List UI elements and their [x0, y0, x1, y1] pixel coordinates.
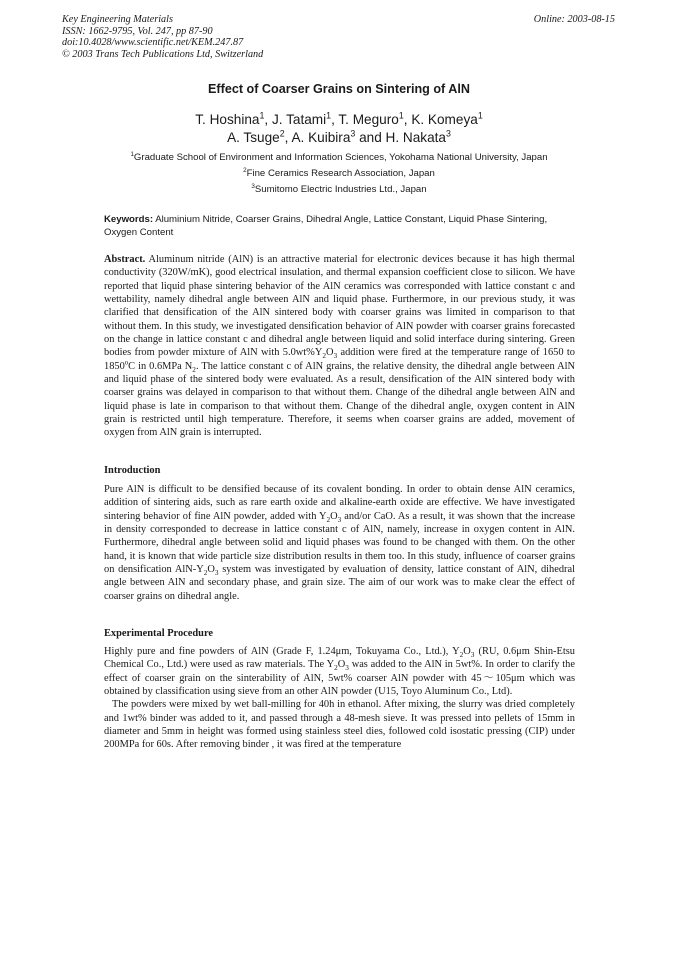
experimental-text: (RU, 0.6μm Shin-Etsu Chemical Co., Ltd.) were used as raw materials. The Y: [104, 646, 575, 671]
author-separator: ,: [284, 129, 292, 145]
author-affil-mark: 3: [446, 127, 451, 138]
author-name: J. Tatami: [271, 112, 327, 127]
journal-name: Key Engineering Materials: [62, 14, 173, 25]
subscript: 2: [326, 515, 331, 524]
author-line-2: [0, 129, 678, 147]
subscript: 3: [470, 651, 475, 660]
affiliation-text: Fine Ceramics Research Association, Japan: [246, 168, 435, 179]
experimental-paragraph-2: The powders were mixed by wet ball-milling for 40h in ethanol. After mixing, the slurry was dried completely and 1wt% binder was added to it, and passed through a 48-mesh sieve. It was pressed into pellets of 15mm in diameter and 5mm in height was formed using stainless steel dies, followed cold isostatic pressing (CIP) under 200MPa for 60s. After removing binder , it was fired at the temperature: [104, 699, 575, 751]
subscript: 2: [203, 569, 208, 578]
experimental-body: [104, 645, 575, 752]
keywords-text: Aluminium Nitride, Coarser Grains, Dihedral Angle, Lattice Constant, Liquid Phase Sintering, Oxygen Content: [104, 214, 548, 238]
affiliation-3: [0, 184, 678, 195]
subscript: 2: [322, 352, 326, 361]
copyright-line: © 2003 Trans Tech Publications Ltd, Switzerland: [62, 48, 264, 60]
affiliation-text: Sumitomo Electric Industries Ltd., Japan: [254, 184, 427, 195]
introduction-text: O: [207, 564, 215, 576]
author-affil-mark: 2: [279, 127, 285, 138]
author-list: [0, 111, 678, 146]
abstract-text: C in 0.6MPa N: [128, 360, 193, 372]
abstract: [104, 253, 575, 440]
affiliation-mark: 1: [130, 150, 134, 158]
abstract-text: addition were fired at the temperature range of 1650 to 1850: [104, 347, 575, 372]
affiliation-text: Graduate School of Environment and Information Sciences, Yokohama National University, Japan: [133, 152, 548, 163]
keywords: [104, 214, 574, 239]
introduction-text: Pure AlN is difficult to be densified because of its covalent bonding. In order to obtain dense AlN ceramics, addition of sintering aids, such as rare earth oxide and alkaline-earth oxide are effective. We have investigated sintering behavior of fine AlN powder, added with Y: [104, 484, 575, 522]
author-separator: ,: [331, 112, 339, 127]
author-line-1: [0, 111, 678, 129]
online-date: Online: 2003-08-15: [533, 14, 615, 25]
author-affil-mark: 1: [477, 110, 483, 121]
affiliation-mark: 2: [243, 166, 247, 174]
subscript: 3: [337, 515, 342, 524]
affiliation-2: [0, 168, 678, 179]
subscript: 2: [192, 365, 196, 374]
introduction-body: [104, 483, 575, 603]
author-name: A. Kuibira: [291, 129, 351, 145]
author-name: A. Tsuge: [227, 129, 280, 145]
journal-header: [62, 14, 263, 60]
subscript: 3: [333, 352, 338, 361]
author-separator: and: [355, 129, 386, 145]
subscript: 3: [345, 664, 349, 673]
abstract-text: . The lattice constant c of AlN grains, the relative density, the dihedral angle between AlN and liquid phase of the sintered body were evaluated. As a result, densification of the AlN sintered body with coarser grains was delayed in comparison to that without them. Change of the dihedral angle between AlN and liquid phase is late in comparison to that without them. Change of the dihedral angle, oxygen content in AlN grain is restricted until high temperature. Therefore, it seems when coarser grains are added, movement of oxygen from AlN grain is interrupted.: [104, 360, 576, 439]
author-affil-mark: 1: [259, 110, 265, 121]
experimental-paragraph-1: [104, 645, 575, 698]
keywords-label: Keywords:: [104, 214, 154, 225]
degree-mark: o: [124, 359, 129, 367]
author-name: T. Hoshina: [195, 112, 260, 127]
author-name: K. Komeya: [411, 112, 478, 127]
experimental-text: O: [337, 659, 346, 671]
experimental-heading: Experimental Procedure: [104, 628, 213, 639]
paper-title: Effect of Coarser Grains on Sintering of AlN: [208, 82, 470, 96]
abstract-text: O: [325, 347, 334, 359]
subscript: 2: [334, 664, 338, 673]
author-affil-mark: 1: [398, 110, 404, 121]
affiliation-mark: 3: [251, 182, 255, 190]
affiliation-1: [0, 152, 678, 163]
experimental-text: was added to the AlN in 5wt%. In order to clarify the effect of coarser grain on the sinterability of AlN, 5wt% coarser AlN powder with 45～105μm which was obtained by classification using sieve from an other AlN powder (U15, Toyo Aluminum Co., Ltd).: [104, 659, 575, 698]
author-name: T. Meguro: [338, 112, 399, 127]
abstract-text: Aluminum nitride (AlN) is an attractive material for electronic devices because it has high thermal conductivity (320W/mK), good electrical insulation, and thermal expansion coefficient close to silicon. We have reported that liquid phase sintering behavior of the AlN ceramics was corresponded with lattice constant c and wettability, namely dihedral angle between AlN and liquid phase. Furthermore, in our previous study, it was clarified that densification of the AlN sintered body with coarser grains was limited in comparison to that without them. In this study, we investigated densification behavior of AlN powder with coarser grains forecasted on the change in lattice constant c and dihedral angle between liquid and solid interface during sintering. Green bodies from powder mixture of AlN with 5.0wt%Y: [104, 254, 575, 359]
subscript: 2: [459, 651, 464, 660]
experimental-text: O: [463, 646, 471, 657]
author-affil-mark: 3: [350, 127, 356, 138]
issn-line: ISSN: 1662-9795, Vol. 247, pp 87-90: [62, 25, 213, 37]
author-separator: ,: [264, 112, 272, 127]
introduction-heading: Introduction: [104, 465, 161, 476]
author-affil-mark: 1: [326, 110, 332, 121]
introduction-text: and/or CaO. As a result, it was shown that the increase in density corresponded to decrease in lattice constant c of AlN, namely, increase in oxygen content in AlN. Furthermore, dihedral angle between solid and liquid phases was found to be changed with them. On the other hand, it is known that wide particle size distribution results in them too. In this study, influence of coarser grains on densification AlN-Y: [104, 510, 575, 576]
author-separator: ,: [403, 112, 412, 127]
subscript: 3: [214, 569, 219, 578]
doi-line: doi:10.4028/www.scientific.net/KEM.247.87: [62, 37, 244, 49]
experimental-text: Highly pure and fine powders of AlN (Grade F, 1.24μm, Tokuyama Co., Ltd.), Y: [104, 646, 460, 657]
author-name: H. Nakata: [385, 129, 446, 145]
abstract-label: Abstract.: [104, 254, 146, 265]
introduction-text: O: [330, 510, 338, 522]
introduction-text: system was investigated by evaluation of density, lattice constant of AlN, dihedral angle between AlN and secondary phase, and grain size. The aim of our work was to make clear the effect of coarser grains on dihedral angle.: [104, 564, 575, 602]
